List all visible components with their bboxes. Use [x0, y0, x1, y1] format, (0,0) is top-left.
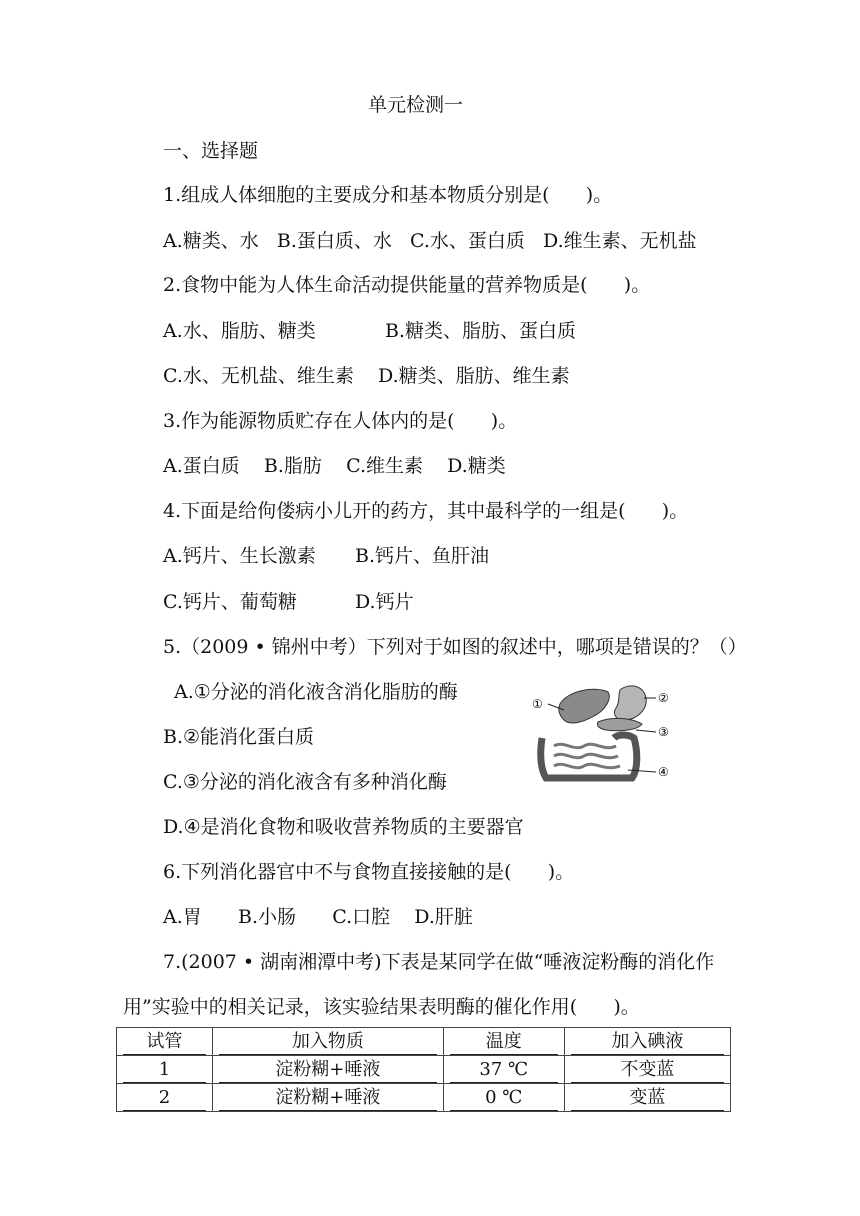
question-4-option-c: C.钙片、葡萄糖: [163, 591, 297, 613]
question-2-options-cd: C.水、无机盐、维生素 D.糖类、脂肪、维生素: [163, 365, 570, 387]
question-3: 3.作为能源物质贮存在人体内的是( )。: [163, 410, 518, 432]
page-title: 单元检测一: [368, 94, 464, 116]
section-heading: 一、选择题: [163, 140, 259, 162]
label-2: ②: [658, 691, 669, 705]
question-2: 2.食物中能为人体生命活动提供能量的营养物质是( )。: [163, 274, 651, 296]
question-3-options: A.蛋白质 B.脂肪 C.维生素 D.糖类: [163, 455, 506, 477]
liver-shape: [559, 689, 609, 723]
question-7-line-2: 用”实验中的相关记录，该实验结果表明酶的催化作用( )。: [123, 996, 640, 1018]
table-cell: 淀粉糊+唾液: [212, 1056, 443, 1084]
question-2-option-a: A.水、脂肪、糖类: [163, 320, 316, 342]
table-row: [117, 1084, 731, 1112]
label-1: ①: [532, 697, 543, 711]
stomach-shape: [614, 686, 646, 720]
table-header-cell: 试管: [117, 1028, 213, 1056]
table-header-cell: 温度: [443, 1028, 564, 1056]
question-4-option-b: B.钙片、鱼肝油: [355, 545, 490, 567]
table-header-cell: 加入物质: [212, 1028, 443, 1056]
question-4: 4.下面是给佝偻病小儿开的药方，其中最科学的一组是( )。: [163, 500, 689, 522]
table-header-cell: 加入碘液: [564, 1028, 730, 1056]
label-3: ③: [658, 725, 669, 739]
question-5: 5.（2009 • 锦州中考）下列对于如图的叙述中，哪项是错误的？（）: [163, 636, 747, 658]
table-cell: 淀粉糊+唾液: [212, 1084, 443, 1112]
question-6-options: A.胃 B.小肠 C.口腔 D.肝脏: [163, 906, 473, 928]
label-4: ④: [658, 765, 669, 779]
experiment-table: [116, 1027, 731, 1112]
question-2-option-b: B.糖类、脂肪、蛋白质: [385, 320, 577, 342]
question-4-option-d: D.钙片: [355, 591, 414, 613]
table-cell: 2: [117, 1084, 213, 1112]
question-5-option-d: D.④是消化食物和吸收营养物质的主要器官: [163, 816, 524, 838]
question-5-option-b: B.②能消化蛋白质: [163, 726, 315, 748]
question-6: 6.下列消化器官中不与食物直接接触的是( )。: [163, 861, 575, 883]
table-cell: 变蓝: [564, 1084, 730, 1112]
question-1-options: A.糖类、水 B.蛋白质、水 C.水、蛋白质 D.维生素、无机盐: [163, 230, 697, 252]
question-4-option-a: A.钙片、生长激素: [163, 545, 316, 567]
digestive-system-figure: [528, 680, 676, 784]
pancreas-shape: [597, 718, 642, 730]
table-cell: 不变蓝: [564, 1056, 730, 1084]
question-1: 1.组成人体细胞的主要成分和基本物质分别是( )。: [163, 184, 613, 206]
table-cell: 0 ℃: [443, 1084, 564, 1112]
question-7-line-1: 7.(2007 • 湖南湘潭中考)下表是某同学在做“唾液淀粉酶的消化作: [163, 951, 715, 973]
question-5-option-a: A.①分泌的消化液含消化脂肪的酶: [174, 681, 458, 703]
table-cell: 1: [117, 1056, 213, 1084]
question-5-option-c: C.③分泌的消化液含有多种消化酶: [163, 771, 447, 793]
table-row: [117, 1056, 731, 1084]
table-header-row: [117, 1028, 731, 1056]
table-cell: 37 ℃: [443, 1056, 564, 1084]
small-intestine-shape: [554, 744, 620, 767]
